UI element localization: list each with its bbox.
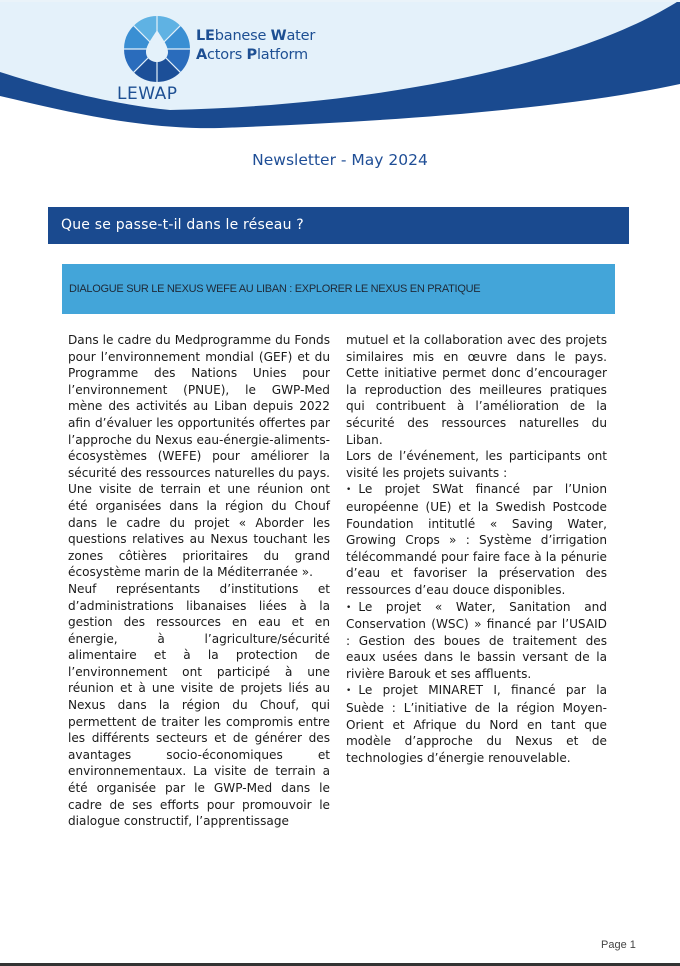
brand-line-2: Actors Platform (196, 47, 308, 63)
page-number: Page 1 (601, 939, 636, 951)
paragraph: Lors de l’événement, les participants ont visité les projets suivants : (346, 449, 607, 480)
header-wave-background (0, 0, 680, 135)
article-column-right (346, 332, 607, 766)
lewap-logo-icon (124, 16, 190, 82)
brand-name (196, 27, 315, 65)
logo-wordmark: LEWAP (117, 84, 178, 104)
bullet-item: • Le projet MINARET I, financé par la Suède : L’initiative de la région Moyen-Orient et Afrique du Nord en tant que modèle d’approche du Nexus et de technologies d’énergie renouvelable. (346, 682, 607, 766)
brand-line-1: LEbanese Water (196, 28, 316, 44)
section-title: Que se passe-t-il dans le réseau ? (61, 217, 304, 233)
paragraph: Neuf représentants d’institutions et d’administrations libanaises liées à la gestion des ressources en eau et en énergie, à l’agriculture/sécurité alimentaire et à la protection de l’environnement ont participé à une réunion et à une visite de projets liés au Nexus dans la région du Chouf, qui permettent de traiter les compromis entre les différents secteurs et de générer des avantages socio-économiques et environnementaux. La visite de terrain a été organisée par le GWP-Med dans le cadre de ses efforts pour promouvoir le dialogue constructif, l’apprentissage (68, 581, 330, 829)
paragraph: mutuel et la collaboration avec des projets similaires mis en œuvre dans le pays. Cette initiative permet donc d’encourager la reproduction des meilleures pratiques qui contribuent à l’amélioration de la sécurité des ressources naturelles du Liban. (346, 333, 607, 447)
section-header (48, 207, 629, 244)
bullet-item: • Le projet SWat financé par l’Union européenne (UE) et la Swedish Postcode Foundation intitutlé « Saving Water, Growing Crops » : Système d’irrigation télécommandé pour faire face à la pénurie d’eau et favoriser la préservation des ressources d’eau douce disponibles. (346, 481, 607, 598)
article-title: DIALOGUE SUR LE NEXUS WEFE AU LIBAN : EXPLORER LE NEXUS EN PRATIQUE (69, 283, 481, 295)
paragraph: Dans le cadre du Medprogramme du Fonds pour l’environnement mondial (GEF) et du Programme des Nations Unies pour l’environnement (PNUE), le GWP-Med mène des activités au Liban depuis 2022 afin d’évaluer les opportunités offertes par l’approche du Nexus eau-énergie-aliments-écosystèmes (WEFE) pour améliorer la sécurité des ressources naturelles du pays. Une visite de terrain et une réunion ont été organisées dans la région du Chouf dans le cadre du projet « Aborder les questions relatives au Nexus touchant les zones côtières prioritaires du grand écosystème marin de la Méditerranée ». (68, 333, 330, 580)
bullet-item: • Le projet « Water, Sanitation and Conservation (WSC) » financé par l’USAID : Gestion des boues de traitement des eaux usées dans le bassin versant de la rivière Barouk et ses affluents. (346, 599, 607, 683)
article-title-banner (62, 264, 615, 314)
newsletter-title: Newsletter - May 2024 (252, 151, 428, 169)
article-column-left (68, 332, 330, 830)
